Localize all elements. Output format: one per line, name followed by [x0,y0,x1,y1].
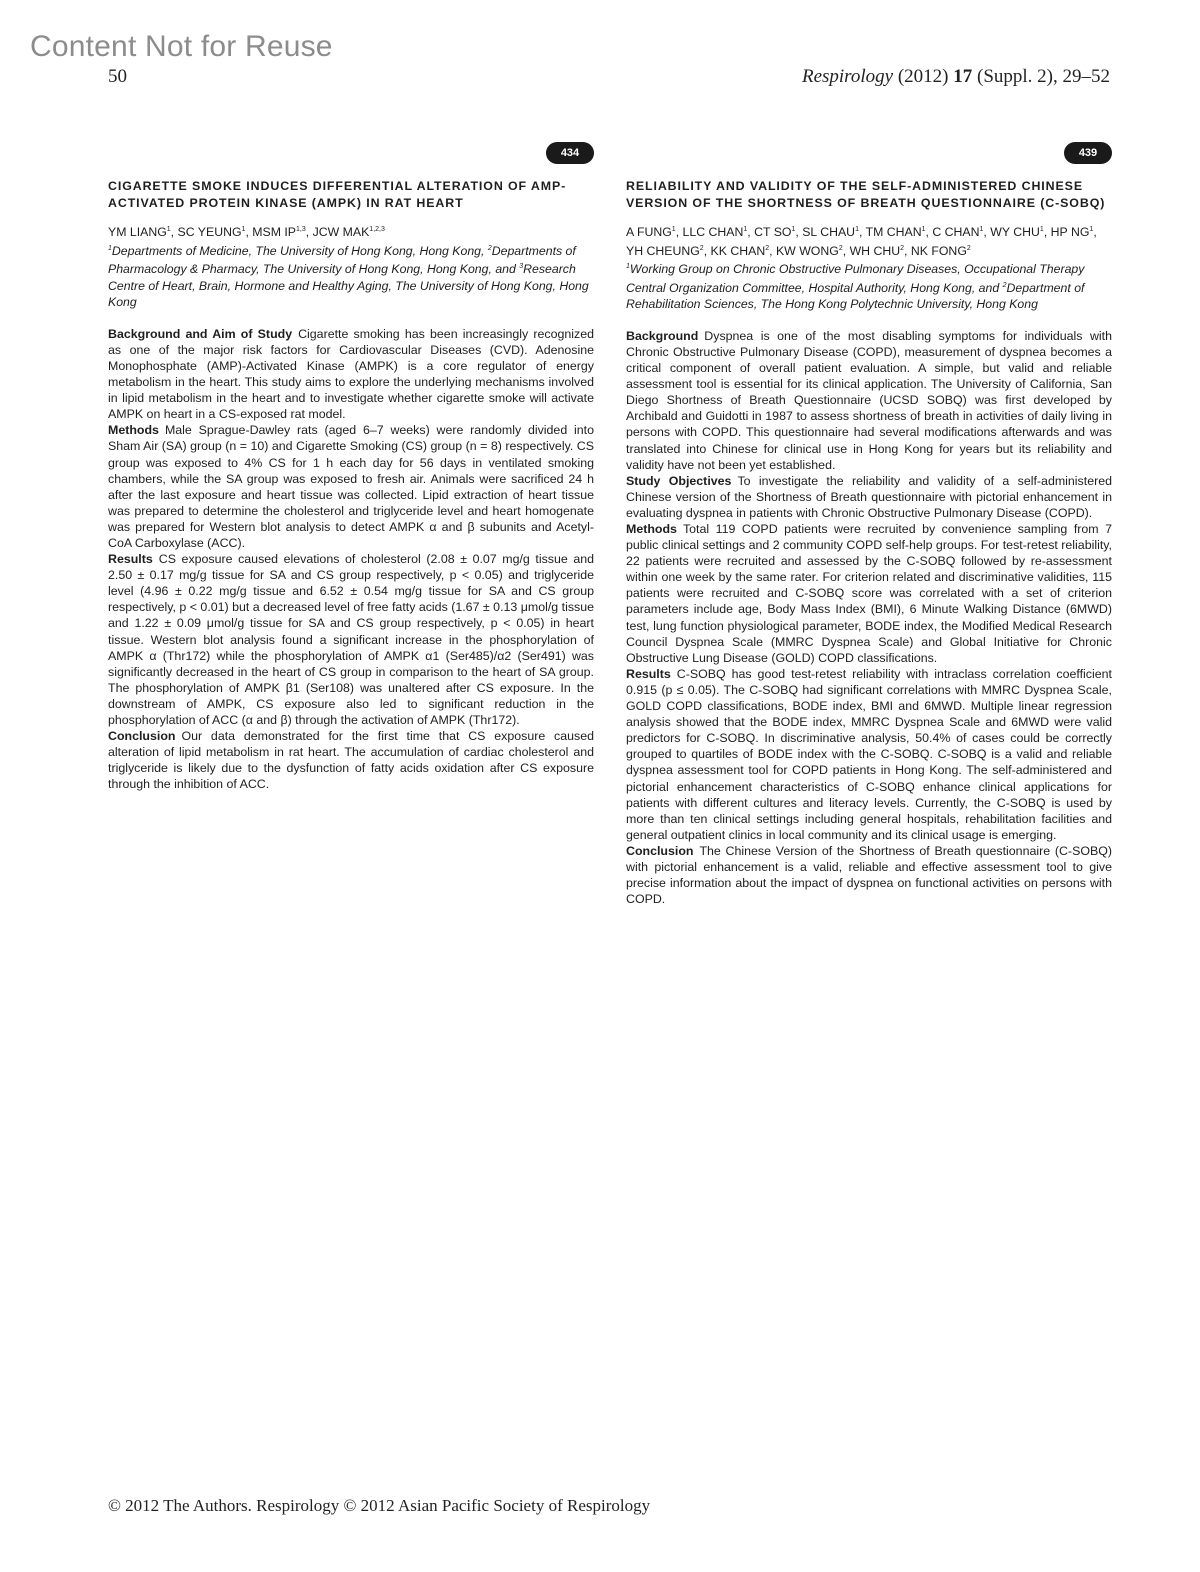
section-study-objectives [626,473,1112,521]
author-separator: , [305,225,313,240]
affiliation-marker: 2 [765,244,770,252]
affiliation-text: Department of Rehabilitation Sciences, The Hong Kong Polytechnic University, Hong Kong [626,280,1085,312]
journal-year: (2012) [897,66,949,87]
page-header [108,66,1110,96]
abstract-number-badge: 439 [1064,142,1112,164]
section-body: CS exposure caused elevations of cholesterol (2.08 ± 0.07 mg/g tissue and 2.50 ± 0.17 mg/g tissue for SA and CS group respectively, p < 0.05) and triglyceride level (4.96 ± 0.22 mg/g tissue and 6.52 ± 0.54 mg/g tissue for SA and CS group respectively, p < 0.01) but a decreased level of free fatty acids (1.67 ± 0.13 μmol/g tissue and 1.22 ± 0.09 μmol/g tissue for SA and CS group respectively, p < 0.05) in heart tissue. Western blot analysis found a significant increase in the phosphorylation of AMPK α (Thr172) while the phosphorylation of AMPK α1 (Ser485)/α2 (Ser491) was significantly decreased in the heart of CS group in comparison to the heart of SA group. The phosphorylation of AMPK β1 (Ser108) was unaltered after CS exposure. In the downstream of AMPK, CS exposure also led to significant reduction in the phosphorylation of ACC (α and β) through the activation of AMPK (Thr172). [108,552,594,728]
abstract-number-badge: 434 [546,142,594,164]
author-separator: , [675,225,683,240]
section-results [108,551,594,728]
affiliation-text: Departments of Medicine, The University of Hong Kong, Hong Kong, [111,243,488,258]
author-name: JCW MAK [312,225,370,240]
copyright-footer: © 2012 The Authors. Respirology © 2012 Asian Pacific Society of Respirology [108,1496,651,1515]
section-body: To investigate the reliability and validity of a self-administered Chinese version of the Shortness of Breath questionnaire with pictorial enhancement in evaluating dyspnea in patients with Chronic Obstructive Pulmonary Disease (COPD). [626,473,1112,520]
author-name: LLC CHAN [682,225,744,240]
section-background-aim [108,326,594,423]
author-separator: , [904,243,911,258]
section-heading: Study Objectives [626,473,732,488]
section-body: The Chinese Version of the Shortness of Breath questionnaire (C-SOBQ) with pictorial enhancement is a valid, reliable and effective assessment tool to give precise information about the impact of dyspnea on functional activities on persons with COPD. [626,843,1112,907]
author-name: WY CHU [990,225,1040,240]
watermark: Content Not for Reuse [30,30,333,63]
running-head [802,66,1110,88]
journal-name: Respirology [801,66,894,87]
affiliation-marker: 2 [487,244,492,252]
author-name: A FUNG [626,225,672,240]
abstract-434 [108,142,594,793]
journal-volume: 17 [953,66,973,87]
author-name: C CHAN [932,225,980,240]
section-body: Cigarette smoking has been increasingly recognized as one of the major risk factors for Cardiovascular Diseases (CVD). Adenosine Monophosphate (AMP)-Activated Kinase (AMPK) is a core regulator of energy metabolism in the heart. This study aims to explore the underlying mechanisms involved in lipid metabolism in the heart and to investigate whether cigarette smoke will activate AMPK on heart in a CS-exposed rat model. [108,326,594,422]
affiliation-marker: 1 [166,226,171,233]
author-separator: , [983,225,991,240]
affiliation-marker: 1 [791,226,796,233]
affiliation-marker: 1 [1039,226,1044,233]
author-name: KW WONG [775,243,839,258]
affiliation-marker: 1 [626,263,630,271]
author-name: HP NG [1050,225,1090,240]
section-heading: Background and Aim of Study [108,326,293,341]
author-separator: , [703,243,711,258]
author-list [626,222,1112,259]
section-background [626,328,1112,473]
section-body: Total 119 COPD patients were recruited by convenience sampling from 7 public clinical settings and 2 community COPD self-help groups. For test-retest reliability, 22 patients were recruited and assessed by the C-SOBQ followed by re-assessment within one week by the same rater. For criterion related and discriminative validities, 115 patients were recruited and C-SOBQ score was correlated with a set of criterion parameters include age, Body Mass Index (BMI), 6 Minute Walking Distance (6MWD) test, lung function physiological parameter, BODE index, the Modified Medical Research Council Dyspnea Scale (MMRC Dyspnea Scale) and Global Initiative for Chronic Obstructive Lung Disease (GOLD) COPD classifications. [626,522,1112,665]
abstract-title: CIGARETTE SMOKE INDUCES DIFFERENTIAL ALTERATION OF AMP-ACTIVATED PROTEIN KINASE (AMPK) IN RAT HEART [108,179,567,210]
author-separator: , [1093,225,1097,240]
author-name: WH CHU [849,243,901,258]
affiliation-marker: 1,3 [296,226,306,233]
author-separator: , [925,225,933,240]
affiliation-marker: 1 [743,226,748,233]
affiliation-text: Research Centre of Heart, Brain, Hormone and Healthy Aging, The University of Hong Kong, Hong Kong [108,262,589,310]
author-name: MSM IP [252,225,297,240]
section-body: C-SOBQ has good test-retest reliability with intraclass correlation coefficient 0.915 (p ≤ 0.05). The C-SOBQ had significant correlations with MMRC Dyspnea Scale, GOLD COPD classifications, BODE index, BMI and 6MWD. Multiple linear regression analysis showed that the BODE index, MMRC Dyspnea Scale and 6MWD were valid predictors for C-SOBQ. In discriminative analysis, 50.4% of cases could be correctly grouped to quartiles of BODE index with the C-SOBQ. C-SOBQ is a valid and reliable dyspnea assessment tool for COPD patients in Hong Kong. The self-administered and pictorial enhancement characteristics of C-SOBQ enhance clinical applications for patients with different cultures and literacy levels. Currently, the C-SOBQ is used by more than ten clinical settings including general hospitals, rehabilitation facilities and general outpatient clinics in local community and its clinical usage is emerging. [626,666,1112,842]
section-body: Male Sprague-Dawley rats (aged 6–7 weeks) were randomly divided into Sham Air (SA) group (n = 10) and Cigarette Smoking (CS) group (n = 8) respectively. CS group was exposed to 4% CS for 1 h each day for 56 days in ventilated smoking chambers, while the SA group was exposed to fresh air. Animals were sacrificed 24 h after the last exposure and heart tissue was collected. Lipid extraction of heart tissue was prepared to determine the cholesterol and triglyceride level and heart homogenate was prepared for Western blot analysis to detect AMPK α and β subunits and Acetyl-CoA Carboxylase (ACC). [108,423,594,550]
author-name: YH CHEUNG [626,243,700,258]
author-name: SL CHAU [802,225,856,240]
affiliation-text: Working Group on Chronic Obstructive Pulmonary Diseases, Occupational Therapy Central Organization Committee, Hospital Authority, Hong Kong, and [626,262,1085,295]
affiliation-marker: 1 [671,226,676,233]
section-heading: Conclusion [626,843,694,858]
affiliation-marker: 1 [855,226,859,233]
section-conclusion [626,843,1112,907]
affiliation-marker: 2 [699,244,704,252]
section-methods [108,422,594,551]
author-name: TM CHAN [865,225,922,240]
author-name: KK CHAN [710,243,766,258]
affiliation-marker: 1 [241,226,246,233]
author-separator: , [1043,225,1051,240]
section-methods [626,521,1112,666]
affiliation-marker: 2 [966,244,971,252]
section-body: Our data demonstrated for the first time that CS exposure caused alteration of lipid metabolism in rat heart. The accumulation of cardiac cholesterol and triglyceride is likely due to the dysfunction of fatty acids oxidation after CS exposure through the inhibition of ACC. [108,729,594,792]
author-separator: , [245,225,253,240]
section-heading: Methods [108,423,159,438]
affiliation-marker: 1,2,3 [369,226,385,233]
author-name: SC YEUNG [177,225,242,240]
author-separator: , [842,243,850,258]
abstract-439 [626,142,1112,907]
affiliation-marker: 1 [1089,226,1094,233]
author-name: YM LIANG [108,225,167,240]
page-number: 50 [108,66,127,87]
affiliation-marker: 2 [838,244,843,252]
author-name: NK FONG [910,243,967,258]
section-heading: Background [626,328,699,343]
affiliations [626,259,1112,313]
author-name: CT SO [754,225,792,240]
journal-issue-pages: (Suppl. 2), 29–52 [977,66,1110,87]
author-separator: , [769,243,776,258]
affiliation-text: Departments of Pharmacology & Pharmacy, The University of Hong Kong, Hong Kong, and [108,243,576,277]
affiliation-marker: 3 [519,263,524,271]
section-conclusion [108,728,594,792]
author-separator: , [858,225,866,240]
author-separator: , [747,225,755,240]
section-heading: Methods [626,522,677,536]
section-heading: Conclusion [108,729,176,744]
author-separator: , [170,225,178,240]
abstract-title: RELIABILITY AND VALIDITY OF THE SELF-ADMINISTERED CHINESE VERSION OF THE SHORTNESS OF BREATH QUESTIONNAIRE (C-SOBQ) [626,179,1106,210]
author-separator: , [795,225,803,240]
affiliations [108,241,594,311]
section-results [626,666,1112,843]
section-body: Dyspnea is one of the most disabling symptoms for individuals with Chronic Obstructive Pulmonary Disease (COPD), measurement of dyspnea becomes a critical component of overall patient evaluation. A simple, but valid and reliable assessment tool is essential for its clinical application. The University of California, San Diego Shortness of Breath Questionnaire (UCSD SOBQ) was first developed by Archibald and Guidotti in 1987 to assess shortness of breath in activities of daily living in persons with COPD. This questionnaire had several modifications afterwards and was translated into Chinese for clinical use in Hong Kong for years but its reliability and validity have not been yet established. [626,328,1112,472]
affiliation-marker: 2 [900,244,905,252]
section-heading: Results [108,552,153,567]
affiliation-marker: 1 [921,226,926,233]
affiliation-marker: 1 [979,226,984,233]
author-list [108,222,594,241]
section-heading: Results [626,666,671,681]
affiliation-marker: 1 [108,244,112,252]
affiliation-marker: 2 [1002,281,1007,289]
